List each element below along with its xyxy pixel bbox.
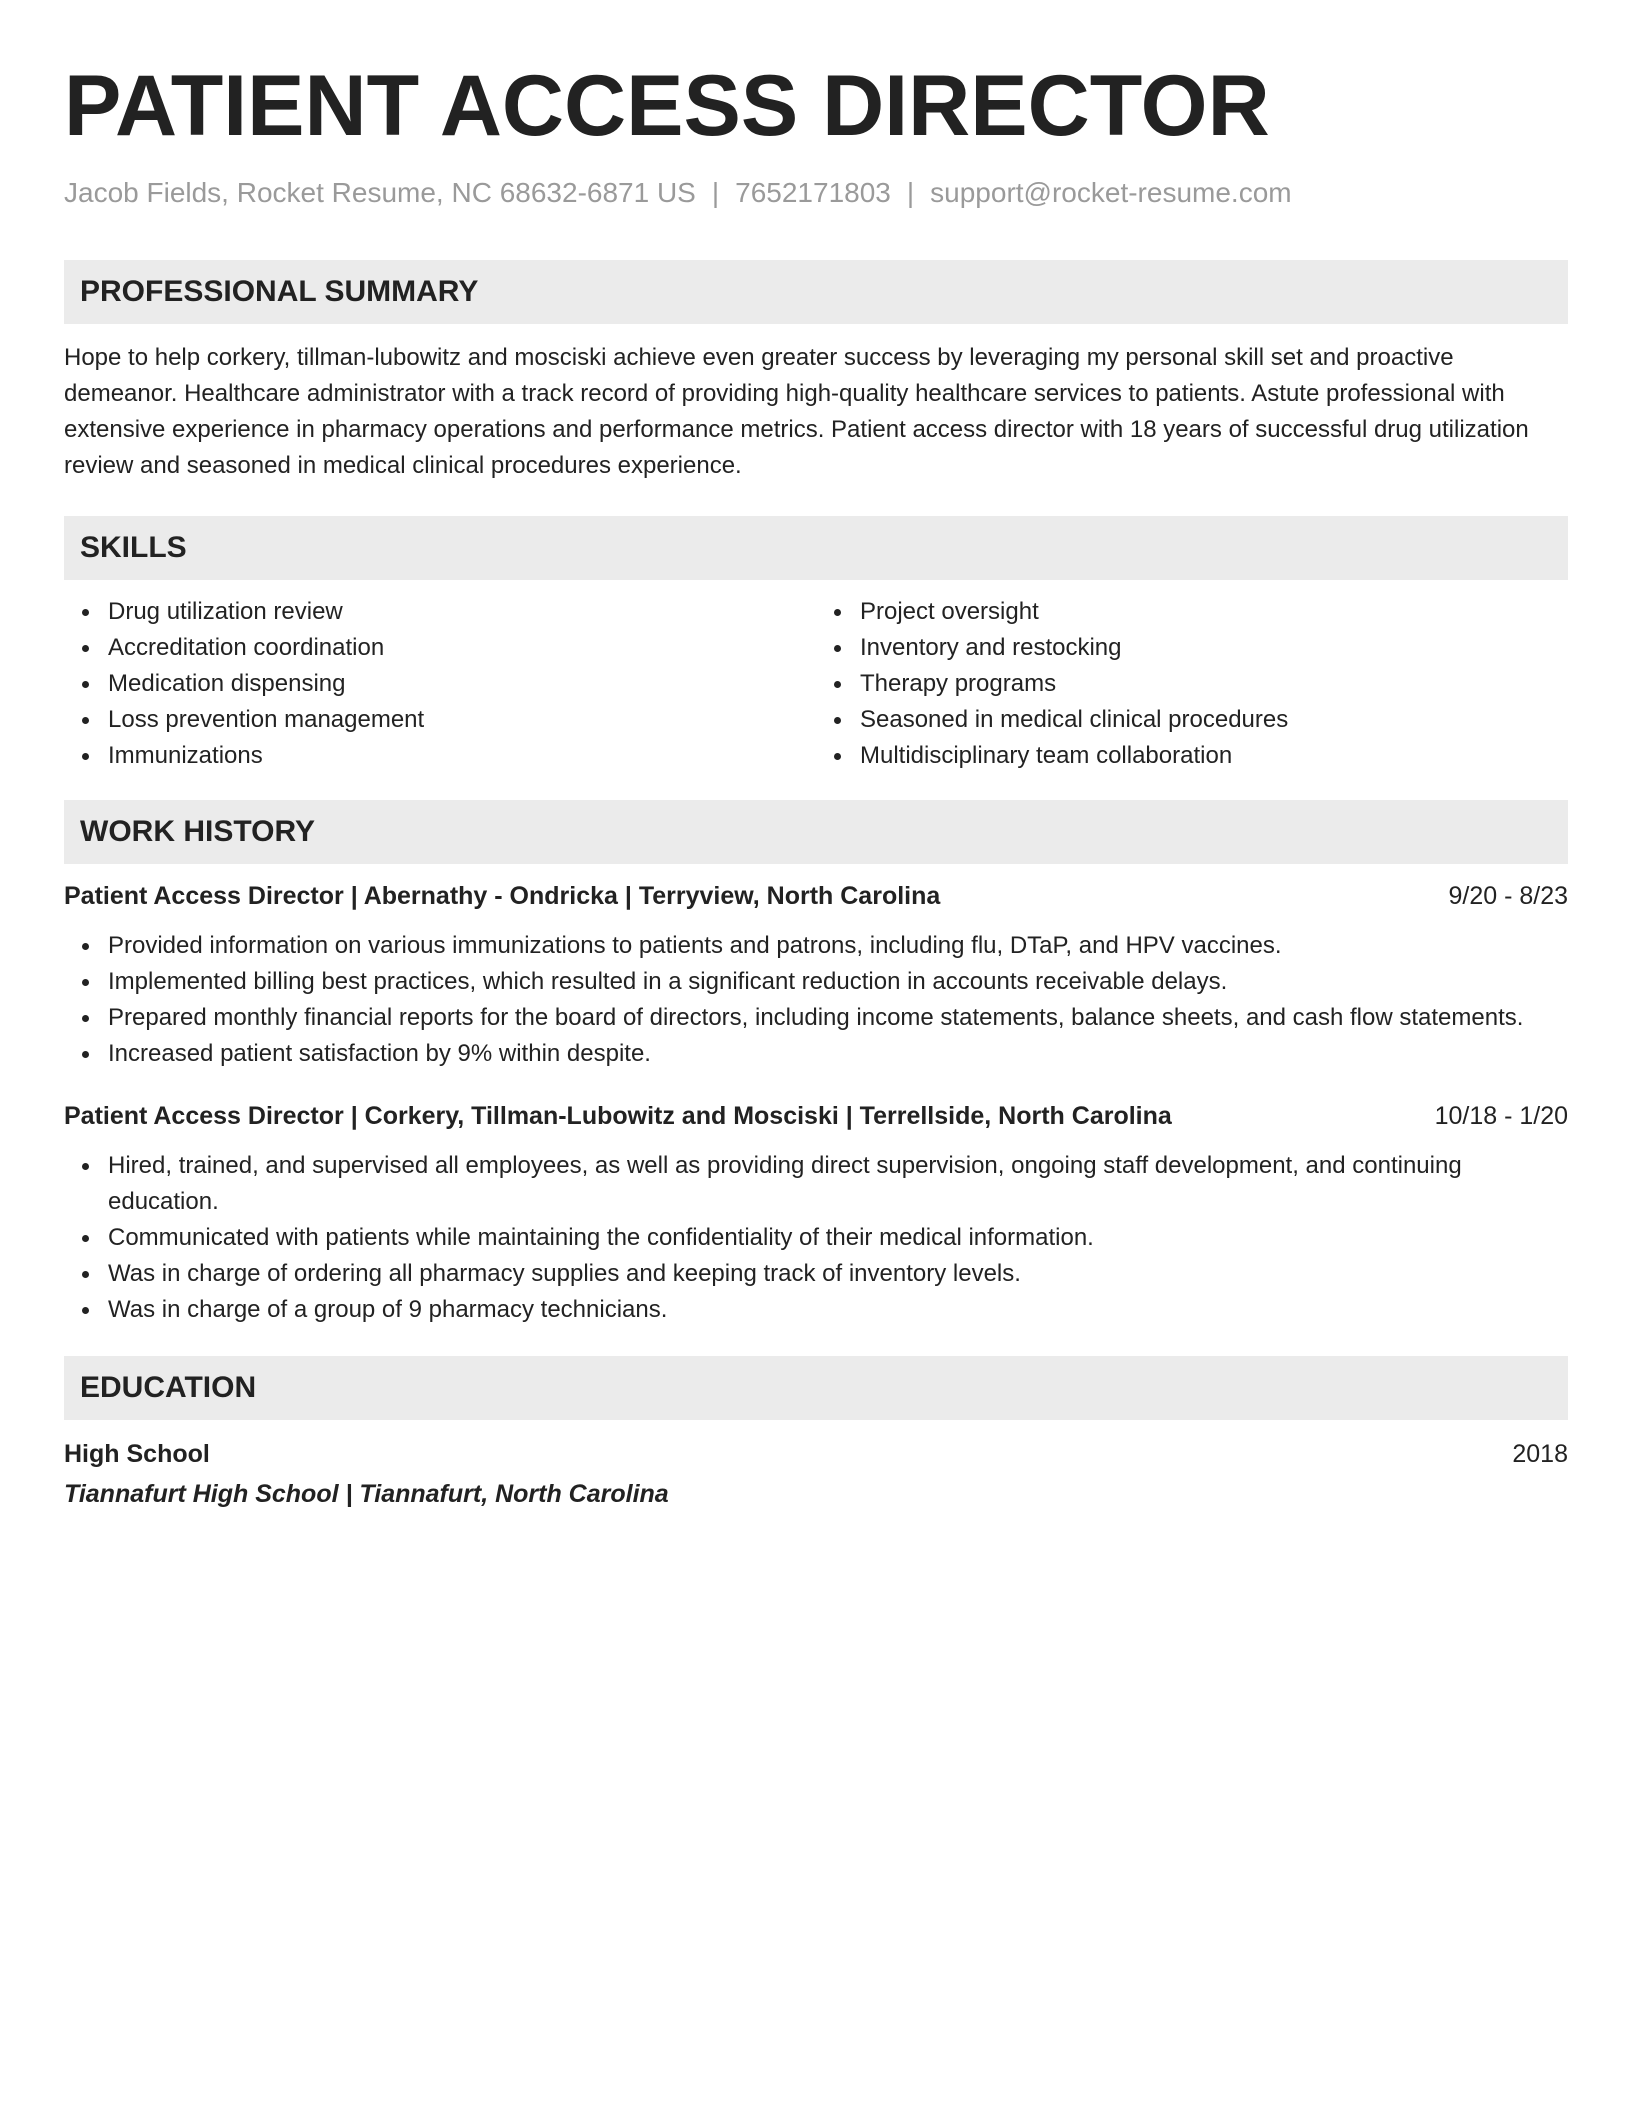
skills-column-left [64,594,816,774]
skill-item: Project oversight [860,594,1568,630]
education-year: 2018 [1512,1440,1568,1468]
skill-item: Seasoned in medical clinical procedures [860,702,1568,738]
skills-column-right [816,594,1568,774]
skill-item: Immunizations [108,738,816,774]
job-title: Patient Access Director | Abernathy - Ondricka | Terryview, North Carolina [64,882,941,910]
education-header [64,1436,1568,1472]
job-entry [64,1098,1568,1328]
job-bullet: Implemented billing best practices, which resulted in a significant reduction in accounts receivable delays. [108,964,1568,1000]
contact-address: Jacob Fields, Rocket Resume, NC 68632-6871 US [64,177,696,208]
skill-item: Accreditation coordination [108,630,816,666]
job-bullets [64,928,1568,1072]
section-header-skills: SKILLS [64,516,1568,580]
job-bullet: Communicated with patients while maintaining the confidentiality of their medical information. [108,1220,1568,1256]
contact-phone: 7652171803 [735,177,891,208]
job-header [64,878,1568,914]
job-bullet: Increased patient satisfaction by 9% within despite. [108,1036,1568,1072]
skill-item: Therapy programs [860,666,1568,702]
job-title: Patient Access Director | Corkery, Tillman-Lubowitz and Mosciski | Terrellside, North Carolina [64,1102,1172,1130]
section-header-summary: PROFESSIONAL SUMMARY [64,260,1568,324]
skill-item: Loss prevention management [108,702,816,738]
job-header [64,1098,1568,1134]
skill-item: Inventory and restocking [860,630,1568,666]
education-entry [64,1436,1568,1512]
resume-title: PATIENT ACCESS DIRECTOR [64,58,1270,154]
skills-grid [64,594,1568,774]
skill-item: Drug utilization review [108,594,816,630]
education-degree: High School [64,1440,210,1468]
job-bullet: Was in charge of a group of 9 pharmacy technicians. [108,1292,1568,1328]
job-bullet: Provided information on various immunizations to patients and patrons, including flu, DTaP, and HPV vaccines. [108,928,1568,964]
skill-item: Medication dispensing [108,666,816,702]
contact-email: support@rocket-resume.com [930,177,1292,208]
skill-item: Multidisciplinary team collaboration [860,738,1568,774]
job-entry [64,878,1568,1072]
job-dates: 9/20 - 8/23 [1448,882,1568,910]
section-header-work-history: WORK HISTORY [64,800,1568,864]
job-bullet: Prepared monthly financial reports for the board of directors, including income statements, balance sheets, and cash flow statements. [108,1000,1568,1036]
education-school: Tiannafurt High School | Tiannafurt, North Carolina [64,1480,669,1508]
contact-separator: | [906,177,915,208]
section-header-education: EDUCATION [64,1356,1568,1420]
contact-line [64,176,1568,210]
job-bullet: Was in charge of ordering all pharmacy supplies and keeping track of inventory levels. [108,1256,1568,1292]
contact-separator: | [711,177,720,208]
job-bullets [64,1148,1568,1328]
summary-text: Hope to help corkery, tillman-lubowitz and mosciski achieve even greater success by leveraging my personal skill set and proactive demeanor. Healthcare administrator with a track record of providing high-quality healthcare services to patients. Astute professional with extensive experience in pharmacy operations and performance metrics. Patient access director with 18 years of successful drug utilization review and seasoned in medical clinical procedures experience. [64,344,1529,479]
job-bullet: Hired, trained, and supervised all employees, as well as providing direct supervision, ongoing staff development, and continuing education. [108,1148,1568,1220]
job-dates: 10/18 - 1/20 [1434,1102,1568,1130]
